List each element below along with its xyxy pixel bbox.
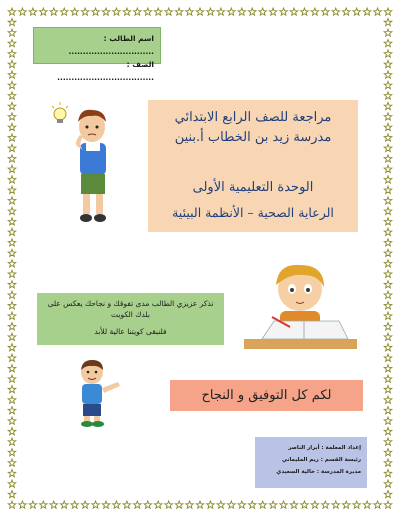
border-star — [186, 8, 194, 15]
border-star — [8, 134, 16, 141]
department-head-credit: رئيسة القسم : ريم المليماني — [281, 457, 361, 463]
student-info-box — [33, 27, 161, 82]
unit-topics: الرعاية الصحية – الأنظمة البيئية — [172, 205, 334, 220]
border-star — [217, 8, 225, 15]
border-star — [144, 8, 152, 15]
border-star — [217, 501, 225, 508]
border-star — [60, 501, 68, 508]
border-star — [154, 501, 162, 508]
border-star — [8, 333, 16, 340]
border-star — [207, 501, 215, 508]
border-star — [301, 8, 309, 15]
border-star — [8, 165, 16, 172]
border-star — [29, 8, 37, 15]
border-star — [8, 470, 16, 477]
border-star — [113, 501, 121, 508]
border-star — [384, 249, 392, 256]
border-star — [384, 491, 392, 498]
border-star — [290, 501, 298, 508]
thinking-boy-illustration — [50, 100, 120, 234]
unit-title: الوحدة التعليمية الأولى — [192, 180, 314, 195]
border-star — [384, 396, 392, 403]
border-star — [123, 501, 131, 508]
border-star — [384, 186, 392, 193]
border-star — [8, 144, 16, 151]
border-star — [384, 155, 392, 162]
border-star — [238, 8, 246, 15]
principal-credit: مديرة المدرسة : خالية السعيدي — [276, 469, 361, 475]
border-star — [384, 134, 392, 141]
border-star — [290, 8, 298, 15]
border-star — [175, 8, 183, 15]
border-star — [384, 71, 392, 78]
border-star — [384, 228, 392, 235]
border-star — [8, 176, 16, 183]
border-star — [384, 459, 392, 466]
border-star — [8, 270, 16, 277]
border-star — [8, 218, 16, 225]
border-star — [384, 344, 392, 351]
border-star — [8, 438, 16, 445]
border-star — [384, 375, 392, 382]
border-star — [71, 8, 79, 15]
border-star — [175, 501, 183, 508]
border-star — [8, 8, 16, 15]
border-star — [8, 123, 16, 130]
border-star — [8, 365, 16, 372]
border-star — [384, 239, 392, 246]
border-star — [196, 501, 204, 508]
border-star — [384, 260, 392, 267]
border-star — [8, 186, 16, 193]
border-star — [384, 438, 392, 445]
border-star — [8, 50, 16, 57]
border-star — [384, 29, 392, 36]
border-star — [384, 270, 392, 277]
border-star — [102, 8, 110, 15]
grade-review-title: مراجعة للصف الرابع الابتدائي — [174, 110, 332, 125]
student-class-label: الصف : .................................. — [57, 60, 154, 82]
border-star — [322, 8, 330, 15]
border-star — [8, 323, 16, 330]
border-star — [8, 281, 16, 288]
border-star — [384, 291, 392, 298]
border-star — [384, 386, 392, 393]
border-star — [384, 50, 392, 57]
border-star — [154, 8, 162, 15]
border-star — [384, 302, 392, 309]
border-star — [342, 501, 350, 508]
border-star — [8, 312, 16, 319]
reminder-note — [37, 293, 224, 345]
border-star — [165, 8, 173, 15]
border-star — [8, 60, 16, 67]
reminder-line-1: تذكر عزيزي الطالب مدى تفوقك و نجاحك يعكس على بلدك الكويت — [47, 299, 214, 319]
border-star — [384, 312, 392, 319]
border-star — [144, 501, 152, 508]
border-star — [8, 302, 16, 309]
border-star — [228, 8, 236, 15]
border-star — [8, 501, 16, 508]
studying-boy-illustration — [244, 259, 357, 353]
border-star — [8, 260, 16, 267]
border-star — [342, 8, 350, 15]
border-star — [384, 18, 392, 25]
border-star — [384, 449, 392, 456]
border-star — [8, 459, 16, 466]
border-star — [8, 428, 16, 435]
border-star — [8, 228, 16, 235]
border-star — [384, 8, 392, 15]
border-star — [8, 207, 16, 214]
border-star — [259, 501, 267, 508]
border-star — [363, 8, 371, 15]
border-star — [8, 102, 16, 109]
border-star — [353, 8, 361, 15]
border-star — [8, 29, 16, 36]
teacher-credit: إعداد المعلمة : أبرار الناصر — [288, 445, 361, 451]
border-star — [134, 8, 142, 15]
success-wish-banner — [170, 380, 363, 411]
border-star — [384, 165, 392, 172]
border-star — [384, 197, 392, 204]
border-star — [196, 8, 204, 15]
border-star — [228, 501, 236, 508]
border-star — [374, 501, 382, 508]
school-name: مدرسة زيد بن الخطاب أ.بنين — [174, 130, 332, 145]
border-star — [134, 501, 142, 508]
border-star — [311, 501, 319, 508]
border-star — [29, 501, 37, 508]
border-star — [384, 407, 392, 414]
border-star — [238, 501, 246, 508]
border-star — [384, 480, 392, 487]
border-star — [374, 8, 382, 15]
border-star — [384, 365, 392, 372]
border-star — [92, 501, 100, 508]
border-star — [384, 39, 392, 46]
border-star — [384, 417, 392, 424]
border-star — [384, 113, 392, 120]
border-star — [8, 92, 16, 99]
border-star — [207, 8, 215, 15]
border-star — [8, 39, 16, 46]
border-star — [353, 501, 361, 508]
border-star — [8, 249, 16, 256]
border-star — [384, 207, 392, 214]
border-star — [259, 8, 267, 15]
border-star — [8, 239, 16, 246]
border-star — [384, 92, 392, 99]
border-star — [384, 102, 392, 109]
border-star — [301, 501, 309, 508]
border-star — [60, 8, 68, 15]
presenting-boy-illustration — [68, 358, 130, 432]
border-star — [50, 8, 58, 15]
border-star — [269, 501, 277, 508]
border-star — [8, 480, 16, 487]
border-star — [8, 344, 16, 351]
border-star — [248, 8, 256, 15]
student-name-label: اسم الطالب : .............................. — [68, 34, 154, 56]
border-star — [384, 60, 392, 67]
border-star — [280, 501, 288, 508]
border-star — [8, 81, 16, 88]
border-star — [8, 396, 16, 403]
border-star — [384, 218, 392, 225]
reminder-line-2: فلنبقى كويتنا عالية للأبد — [94, 327, 167, 336]
border-star — [8, 407, 16, 414]
border-star — [332, 8, 340, 15]
border-star — [332, 501, 340, 508]
border-star — [384, 428, 392, 435]
border-star — [8, 291, 16, 298]
border-star — [71, 501, 79, 508]
border-star — [8, 354, 16, 361]
border-star — [384, 501, 392, 508]
border-star — [311, 8, 319, 15]
border-star — [384, 333, 392, 340]
lightbulb-icon — [52, 102, 68, 123]
border-star — [186, 501, 194, 508]
border-star — [8, 491, 16, 498]
border-star — [40, 8, 48, 15]
border-star — [165, 501, 173, 508]
border-star — [8, 375, 16, 382]
border-star — [8, 18, 16, 25]
border-star — [384, 144, 392, 151]
border-star — [384, 81, 392, 88]
border-star — [50, 501, 58, 508]
border-star — [384, 470, 392, 477]
title-card — [148, 100, 358, 232]
border-star — [8, 155, 16, 162]
border-star — [8, 449, 16, 456]
border-star — [8, 197, 16, 204]
border-star — [363, 501, 371, 508]
border-star — [280, 8, 288, 15]
border-star — [19, 501, 27, 508]
border-star — [81, 501, 89, 508]
border-star — [40, 501, 48, 508]
border-star — [8, 71, 16, 78]
border-star — [384, 354, 392, 361]
success-wish-text: لكم كل التوفيق و النجاح — [201, 388, 332, 403]
credits-box — [255, 437, 367, 488]
border-star — [113, 8, 121, 15]
border-star — [19, 8, 27, 15]
border-star — [248, 501, 256, 508]
border-star — [123, 8, 131, 15]
border-star — [269, 8, 277, 15]
border-star — [8, 417, 16, 424]
border-star — [384, 323, 392, 330]
border-star — [384, 281, 392, 288]
border-star — [384, 176, 392, 183]
border-star — [92, 8, 100, 15]
border-star — [81, 8, 89, 15]
border-star — [102, 501, 110, 508]
border-star — [322, 501, 330, 508]
border-star — [8, 113, 16, 120]
border-star — [8, 386, 16, 393]
border-star — [384, 123, 392, 130]
